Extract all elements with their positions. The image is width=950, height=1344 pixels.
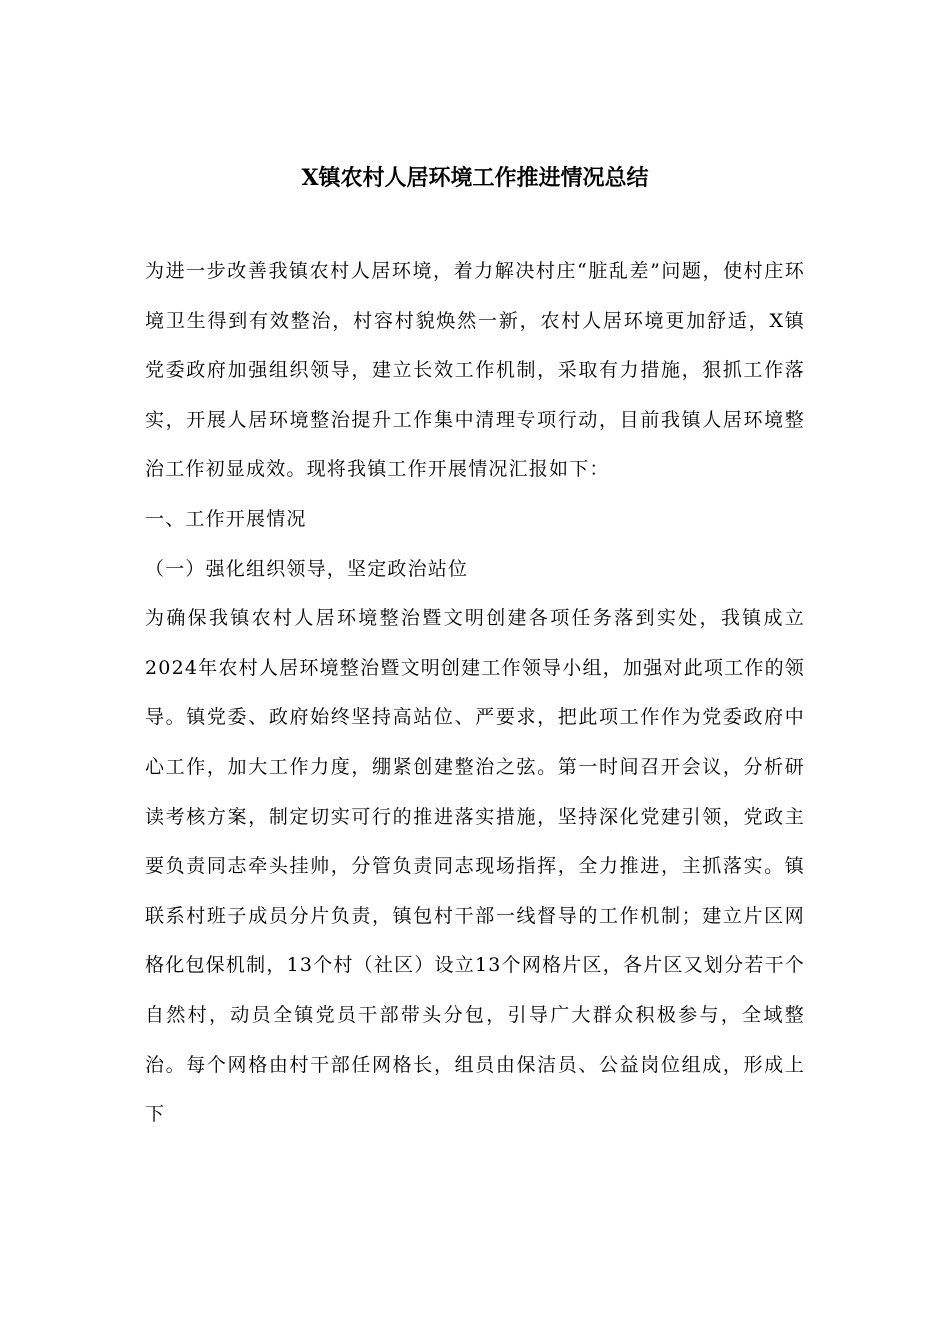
document-body <box>145 247 805 1140</box>
subsection-heading-organization: （一）强化组织领导，坚定政治站位 <box>145 557 469 580</box>
intro-paragraph: 为进一步改善我镇农村人居环境，着力解决村庄“脏乱差”问题，使村庄环境卫生得到有效整治，村容村貌焕然一新，农村人居环境更加舒适，X镇党委政府加强组织领导，建立长效工作机制，采取有力措施，狠抓工作落实，开展人居环境整治提升工作集中清理专项行动，目前我镇人居环境整治工作初显成效。现将我镇工作开展情况汇报如下： <box>145 260 805 481</box>
body-paragraph-organization: 为确保我镇农村人居环境整治暨文明创建各项任务落到实处，我镇成立2024年农村人居环境整治暨文明创建工作领导小组，加强对此项工作的领导。镇党委、政府始终坚持高站位、严要求，把此项工作作为党委政府中心工作，加大工作力度，绷紧创建整治之弦。第一时间召开会议，分析研读考核方案，制定切实可行的推进落实措施，坚持深化党建引领，党政主要负责同志牵头挂帅，分管负责同志现场指挥，全力推进，主抓落实。镇联系村班子成员分片负责，镇包村干部一线督导的工作机制；建立片区网格化包保机制，13个村（社区）设立13个网格片区，各片区又划分若干个自然村，动员全镇党员干部带头分包，引导广大群众积极参与，全域整治。每个网格由村干部任网格长，组员由保洁员、公益岗位组成，形成上下 <box>145 607 805 1126</box>
document-title: X镇农村人居环境工作推进情况总结 <box>301 165 649 191</box>
section-heading-work-progress: 一、工作开展情况 <box>145 507 307 530</box>
